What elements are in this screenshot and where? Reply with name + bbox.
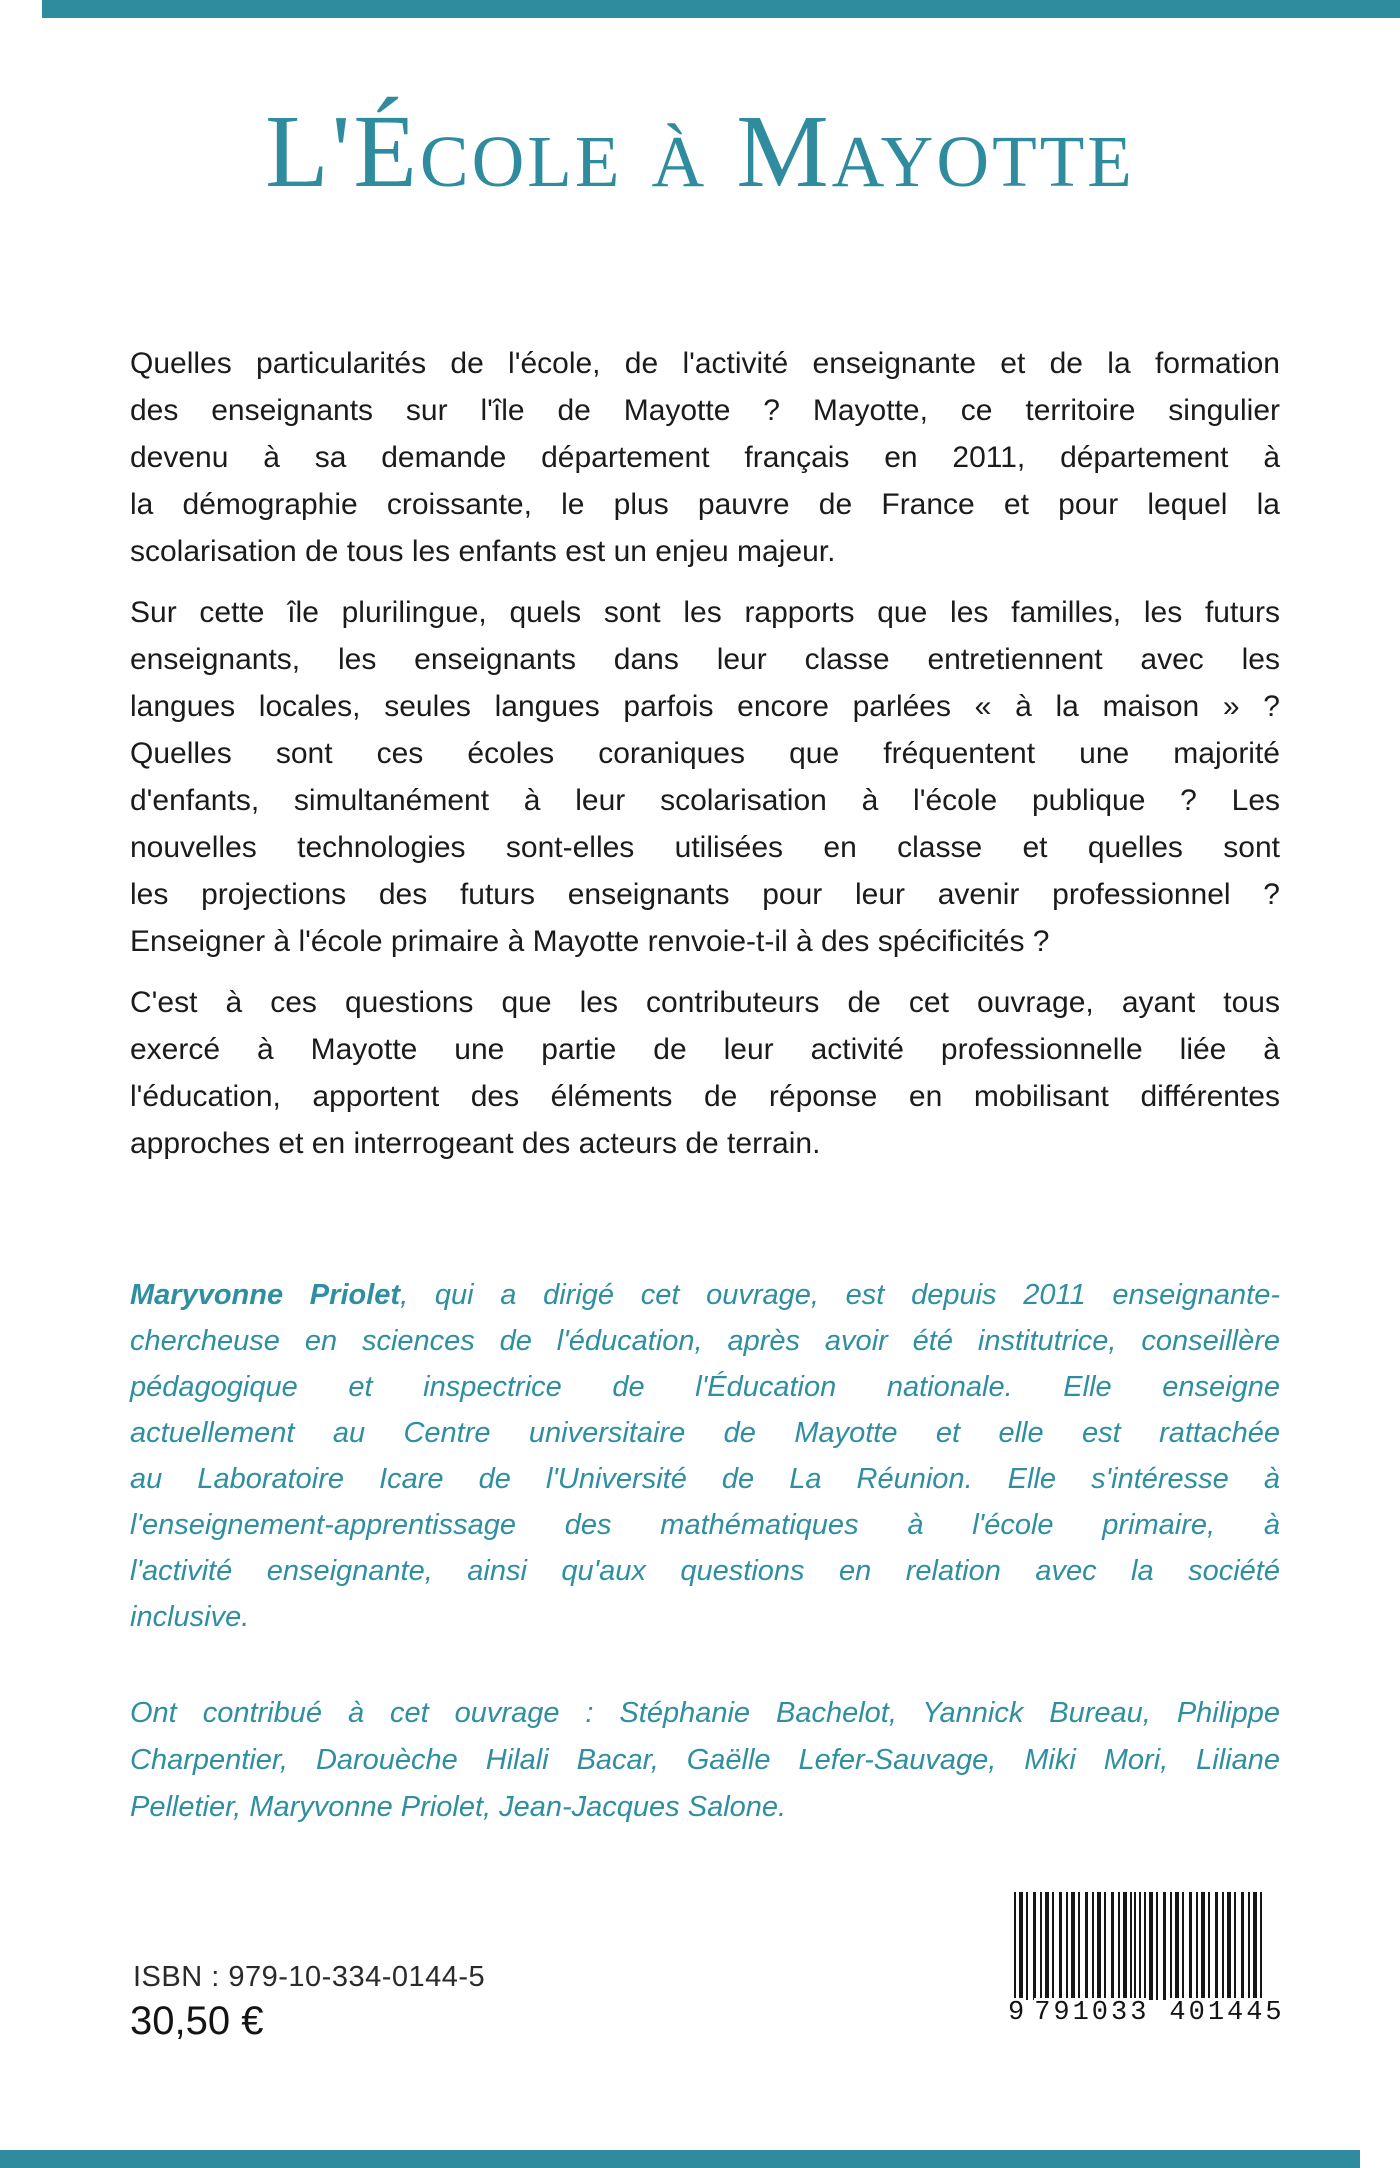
text-line: devenu à sa demande département français en 2011, département à: [130, 441, 1280, 474]
barcode-digit-group2: 401445: [1169, 1998, 1285, 2028]
text-line: la démographie croissante, le plus pauvre de France et pour lequel la: [130, 488, 1280, 521]
text-line: pédagogique et inspectrice de l'Éducation nationale. Elle enseigne: [130, 1371, 1280, 1403]
author-bio: [130, 1272, 1280, 1640]
text-line: chercheuse en sciences de l'éducation, après avoir été institutrice, conseillère: [130, 1325, 1280, 1357]
synopsis-paragraph: [130, 340, 1280, 575]
text-line: inclusive.: [130, 1601, 250, 1633]
barcode-digits: [1008, 1998, 1285, 2028]
barcode-digit-lead: 9: [1008, 1998, 1025, 2028]
text-line: actuellement au Centre universitaire de Mayotte et elle est rattachée: [130, 1417, 1280, 1449]
bottom-accent-bar: [0, 2150, 1360, 2168]
text-line: Sur cette île plurilingue, quels sont les rapports que les familles, les futurs: [130, 596, 1280, 629]
text-line: Quelles sont ces écoles coraniques que fréquentent une majorité: [130, 737, 1280, 770]
text-line: approches et en interrogeant des acteurs de terrain.: [130, 1127, 821, 1160]
text-line: Enseigner à l'école primaire à Mayotte renvoie-t-il à des spécificités ?: [130, 925, 1050, 958]
text-line: langues locales, seules langues parfois encore parlées « à la maison » ?: [130, 690, 1280, 723]
synopsis-paragraph: [130, 589, 1280, 965]
text-line: les projections des futurs enseignants pour leur avenir professionnel ?: [130, 878, 1280, 911]
text-line: Charpentier, Darouèche Hilali Bacar, Gaëlle Lefer-Sauvage, Miki Mori, Liliane: [130, 1744, 1280, 1776]
text-line: exercé à Mayotte une partie de leur activité professionnelle liée à: [130, 1033, 1280, 1066]
text-line: Pelletier, Maryvonne Priolet, Jean-Jacques Salone.: [130, 1791, 787, 1823]
text-line: enseignants, les enseignants dans leur classe entretiennent avec les: [130, 643, 1280, 676]
text-line: Ont contribué à cet ouvrage : Stéphanie Bachelot, Yannick Bureau, Philippe: [130, 1697, 1280, 1729]
text-line: au Laboratoire Icare de l'Université de La Réunion. Elle s'intéresse à: [130, 1463, 1280, 1495]
text-line: d'enfants, simultanément à leur scolarisation à l'école publique ? Les: [130, 784, 1280, 817]
synopsis-paragraph: [130, 979, 1280, 1167]
text-line: Maryvonne Priolet, qui a dirigé cet ouvrage, est depuis 2011 enseignante-: [130, 1279, 1280, 1311]
text-line: C'est à ces questions que les contributeurs de cet ouvrage, ayant tous: [130, 986, 1280, 1019]
book-title: L'École à Mayotte: [265, 94, 1135, 209]
text-line: des enseignants sur l'île de Mayotte ? Mayotte, ce territoire singulier: [130, 394, 1280, 427]
text-line: l'activité enseignante, ainsi qu'aux questions en relation avec la société: [130, 1555, 1280, 1587]
synopsis-paragraphs: [130, 340, 1280, 1181]
contributors-note: [130, 1690, 1280, 1831]
text-line: l'éducation, apportent des éléments de réponse en mobilisant différentes: [130, 1080, 1280, 1113]
barcode: [1008, 1886, 1285, 2034]
barcode-digit-group1: 791033: [1034, 1998, 1150, 2028]
isbn-label: ISBN : 979-10-334-0144-5: [133, 1961, 486, 1993]
price-label: 30,50 €: [130, 1999, 264, 2043]
top-accent-bar: [42, 0, 1400, 18]
text-line: nouvelles technologies sont-elles utilisées en classe et quelles sont: [130, 831, 1280, 864]
text-line: l'enseignement-apprentissage des mathématiques à l'école primaire, à: [130, 1509, 1280, 1541]
text-line: Quelles particularités de l'école, de l'activité enseignante et de la formation: [130, 347, 1280, 380]
text-line: scolarisation de tous les enfants est un enjeu majeur.: [130, 535, 836, 568]
